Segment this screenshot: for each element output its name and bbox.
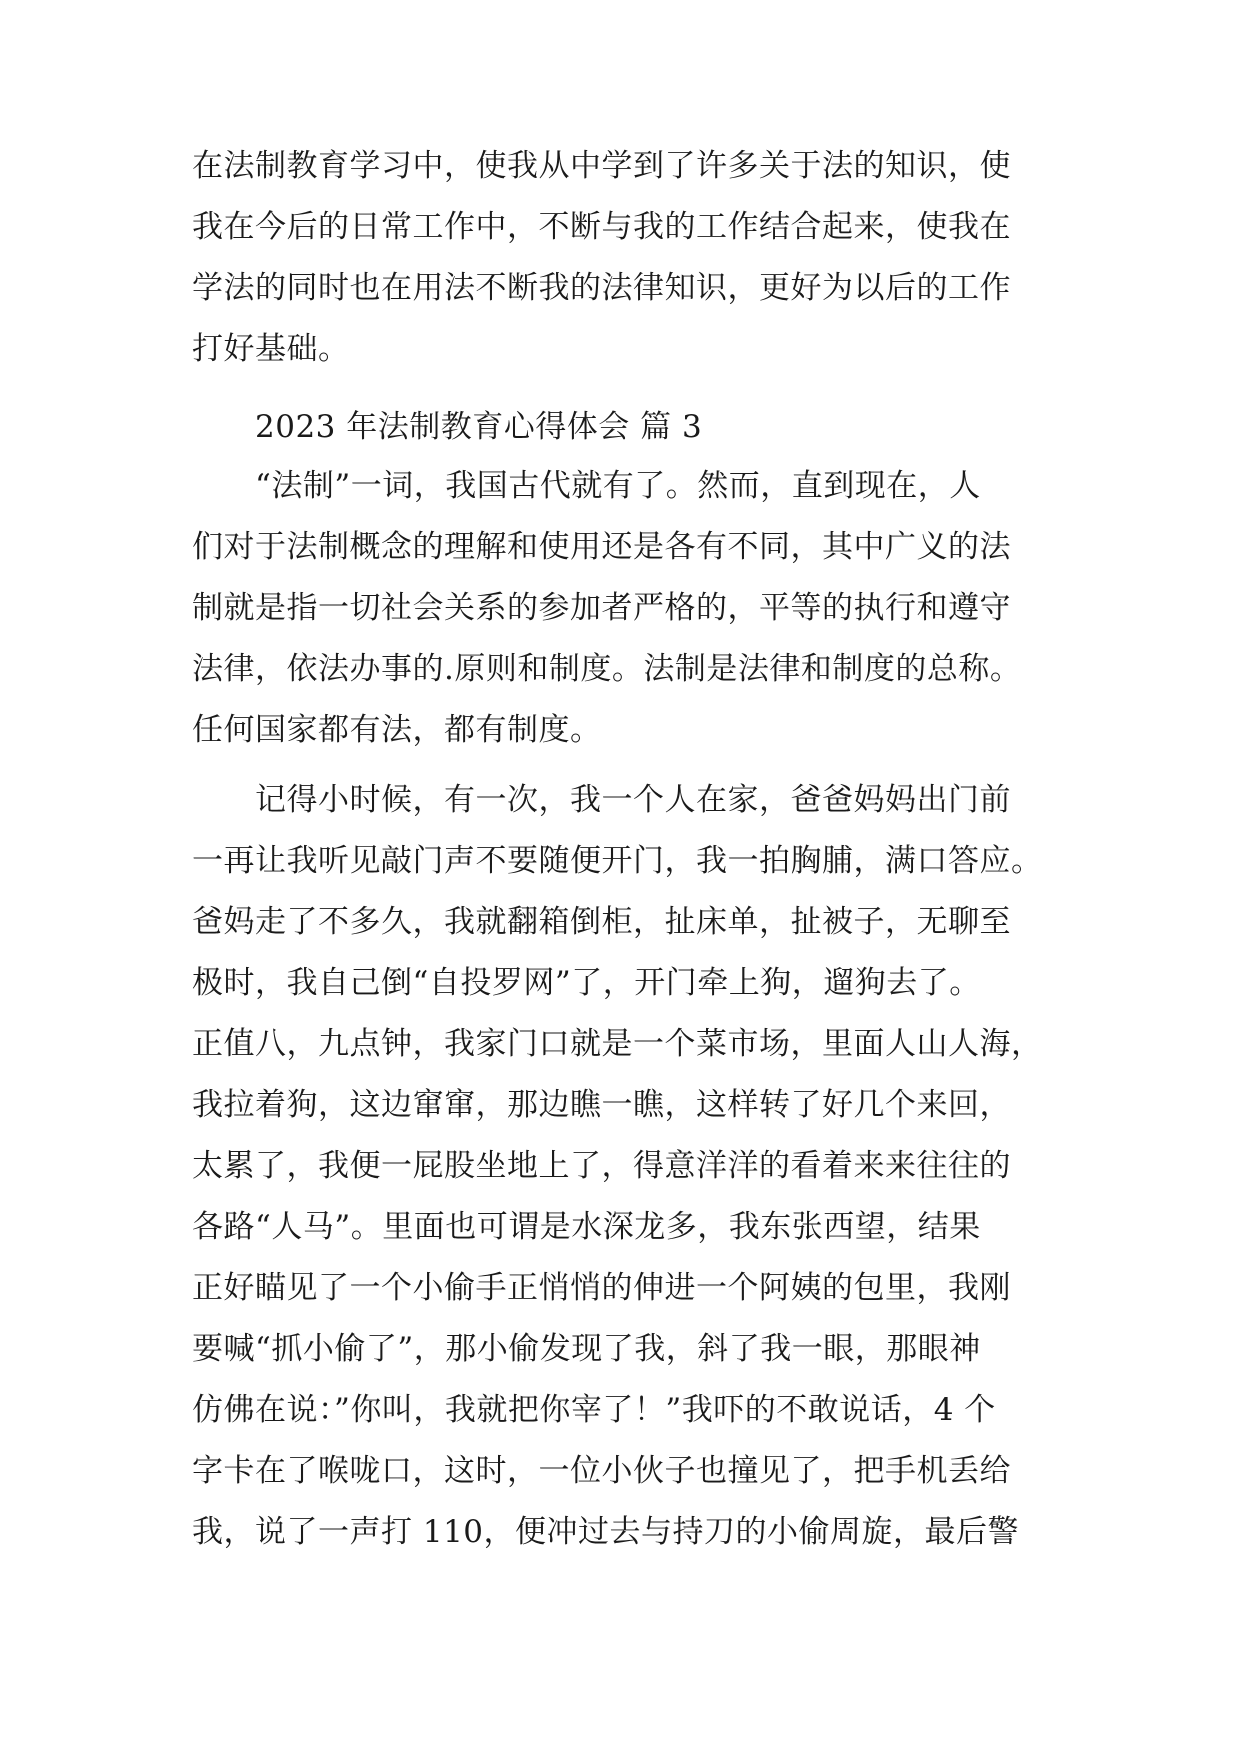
text-line: 我拉着狗，这边窜窜，那边瞧一瞧，这样转了好几个来回， xyxy=(192,1087,1011,1123)
text-line: 一再让我听见敲门声不要随便开门，我一拍胸脯，满口答应。 xyxy=(192,843,1043,879)
text-line: “法制”一词，我国古代就有了。然而，直到现在，人 xyxy=(255,468,981,504)
text-line: 制就是指一切社会关系的参加者严格的，平等的执行和遵守 xyxy=(192,590,1011,626)
paragraph-2 xyxy=(192,770,1072,1563)
text-line: 任何国家都有法，都有制度。 xyxy=(192,712,602,748)
text-line: 正好瞄见了一个小偷手正悄悄的伸进一个阿姨的包里，我刚 xyxy=(192,1270,1011,1306)
text-line: 爸妈走了不多久，我就翻箱倒柜，扯床单，扯被子，无聊至 xyxy=(192,904,1011,940)
text-line: 字卡在了喉咙口，这时，一位小伙子也撞见了，把手机丢给 xyxy=(192,1453,1011,1489)
text-line: 打好基础。 xyxy=(192,331,350,367)
text-line: 各路“人马”。里面也可谓是水深龙多，我东张西望，结果 xyxy=(192,1209,981,1245)
text-line: 仿佛在说：”你叫，我就把你宰了！”我吓的不敢说话，4 个 xyxy=(192,1392,996,1428)
text-line: 们对于法制概念的理解和使用还是各有不同，其中广义的法 xyxy=(192,529,1011,565)
text-line: 在法制教育学习中，使我从中学到了许多关于法的知识，使 xyxy=(192,148,1011,184)
text-line: 我，说了一声打 110，便冲过去与持刀的小偷周旋，最后警 xyxy=(192,1514,1020,1550)
section-heading-block xyxy=(192,397,1072,458)
text-line: 我在今后的日常工作中，不断与我的工作结合起来，使我在 xyxy=(192,209,1011,245)
text-line: 太累了，我便一屁股坐地上了，得意洋洋的看着来来往往的 xyxy=(192,1148,1011,1184)
text-line: 记得小时候，有一次，我一个人在家，爸爸妈妈出门前 xyxy=(255,782,1011,818)
paragraph-1 xyxy=(192,456,1072,761)
text-line: 法律，依法办事的.原则和制度。法制是法律和制度的总称。 xyxy=(192,651,1022,687)
text-line: 极时，我自己倒“自投罗网”了，开门牵上狗，遛狗去了。 xyxy=(192,965,981,1001)
text-line: 正值八，九点钟，我家门口就是一个菜市场，里面人山人海， xyxy=(192,1026,1043,1062)
section-heading: 2023 年法制教育心得体会 篇 3 xyxy=(255,409,703,445)
intro-paragraph xyxy=(192,136,1072,380)
text-line: 要喊“抓小偷了”，那小偷发现了我，斜了我一眼，那眼神 xyxy=(192,1331,981,1367)
text-line: 学法的同时也在用法不断我的法律知识，更好为以后的工作 xyxy=(192,270,1011,306)
